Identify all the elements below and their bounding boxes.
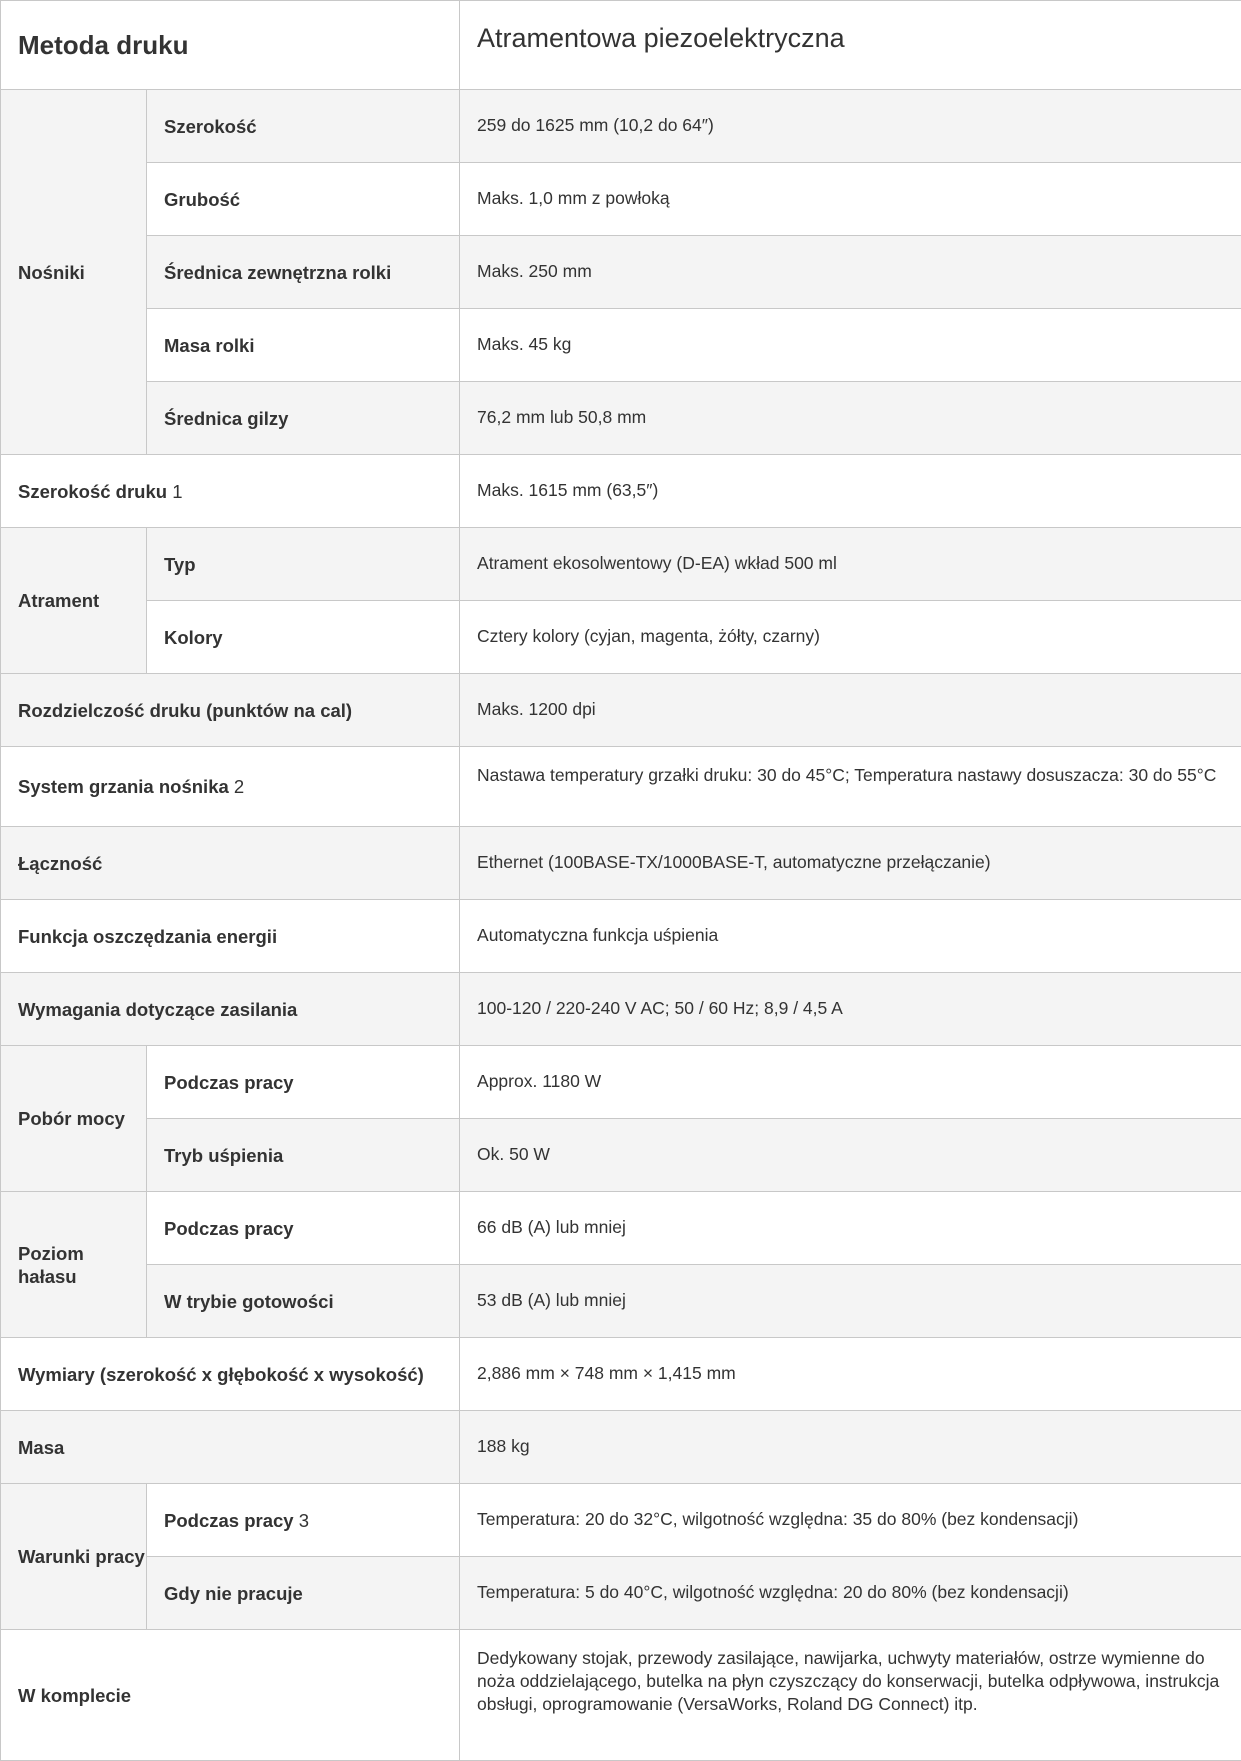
spec-label: Masa: [1, 1411, 460, 1484]
spec-label: [147, 1484, 460, 1557]
spec-value: 66 dB (A) lub mniej: [460, 1192, 1241, 1265]
spec-label: Typ: [147, 528, 460, 601]
spec-label-text: System grzania nośnika: [18, 776, 229, 797]
footnote-marker: 2: [234, 776, 244, 797]
spec-label: Podczas pracy: [147, 1192, 460, 1265]
spec-value: Ok. 50 W: [460, 1119, 1241, 1192]
spec-row-ink-colors: [1, 601, 1241, 674]
spec-row-environment-not-operating: [1, 1557, 1241, 1630]
spec-label: [1, 455, 460, 528]
spec-row-dimensions: [1, 1338, 1241, 1411]
spec-value: Approx. 1180 W: [460, 1046, 1241, 1119]
spec-label: Średnica zewnętrzna rolki: [147, 236, 460, 309]
spec-label: Gdy nie pracuje: [147, 1557, 460, 1630]
spec-row-connectivity: [1, 827, 1241, 900]
spec-group-label: Poziom hałasu: [1, 1192, 147, 1338]
spec-value: 76,2 mm lub 50,8 mm: [460, 382, 1241, 455]
spec-label-text: Podczas pracy: [164, 1510, 294, 1531]
spec-label: Szerokość: [147, 90, 460, 163]
spec-label: Średnica gilzy: [147, 382, 460, 455]
spec-value: Atrament ekosolwentowy (D-EA) wkład 500 ml: [460, 528, 1241, 601]
spec-value: Maks. 250 mm: [460, 236, 1241, 309]
footnote-marker: 3: [299, 1510, 309, 1531]
spec-row-media-width: [1, 90, 1241, 163]
spec-value: Nastawa temperatury grzałki druku: 30 do 45°C; Temperatura nastawy dosuszacza: 30 do 55°C: [460, 747, 1241, 827]
spec-row-heating-system: [1, 747, 1241, 827]
spec-value: Maks. 1615 mm (63,5″): [460, 455, 1241, 528]
spec-value: Maks. 1,0 mm z powłoką: [460, 163, 1241, 236]
spec-value: Automatyczna funkcja uśpienia: [460, 900, 1241, 973]
spec-row-power-saving: [1, 900, 1241, 973]
spec-row-ink-type: [1, 528, 1241, 601]
spec-row-resolution: [1, 674, 1241, 747]
spec-label: W komplecie: [1, 1630, 460, 1761]
spec-row-environment-operating: [1, 1484, 1241, 1557]
spec-row-roll-weight: [1, 309, 1241, 382]
spec-value: Maks. 1200 dpi: [460, 674, 1241, 747]
spec-value: Dedykowany stojak, przewody zasilające, nawijarka, uchwyty materiałów, ostrze wymienne do noża oddzielającego, butelka na płyn czyszczący do konserwacji, butelka odpływowa, instrukcja obsługi, oprogramowanie (VersaWorks, Roland DG Connect) itp.: [460, 1630, 1241, 1761]
spec-value: Cztery kolory (cyjan, magenta, żółty, czarny): [460, 601, 1241, 674]
spec-row-noise-operating: [1, 1192, 1241, 1265]
spec-group-label: Warunki pracy: [1, 1484, 147, 1630]
spec-label: Rozdzielczość druku (punktów na cal): [1, 674, 460, 747]
spec-row-noise-standby: [1, 1265, 1241, 1338]
spec-label: W trybie gotowości: [147, 1265, 460, 1338]
spec-row-power-consumption-sleep: [1, 1119, 1241, 1192]
spec-value: 259 do 1625 mm (10,2 do 64″): [460, 90, 1241, 163]
spec-row-core-diameter: [1, 382, 1241, 455]
spec-row-power-requirements: [1, 973, 1241, 1046]
spec-label-text: Szerokość druku: [18, 481, 167, 502]
spec-label: Wymagania dotyczące zasilania: [1, 973, 460, 1046]
spec-value: Atramentowa piezoelektryczna: [460, 1, 1241, 90]
spec-group-label: Pobór mocy: [1, 1046, 147, 1192]
spec-value: 53 dB (A) lub mniej: [460, 1265, 1241, 1338]
spec-value: Ethernet (100BASE-TX/1000BASE-T, automatyczne przełączanie): [460, 827, 1241, 900]
spec-label: Metoda druku: [1, 1, 460, 90]
spec-row-print-width: [1, 455, 1241, 528]
spec-value: 2,886 mm × 748 mm × 1,415 mm: [460, 1338, 1241, 1411]
footnote-marker: 1: [172, 481, 182, 502]
spec-row-included-items: [1, 1630, 1241, 1761]
spec-label: Wymiary (szerokość x głębokość x wysokość): [1, 1338, 460, 1411]
spec-group-label: Nośniki: [1, 90, 147, 455]
spec-value: Temperatura: 5 do 40°C, wilgotność względna: 20 do 80% (bez kondensacji): [460, 1557, 1241, 1630]
spec-row-media-thickness: [1, 163, 1241, 236]
spec-label: Funkcja oszczędzania energii: [1, 900, 460, 973]
spec-label: Podczas pracy: [147, 1046, 460, 1119]
spec-value: 188 kg: [460, 1411, 1241, 1484]
spec-row-weight: [1, 1411, 1241, 1484]
spec-value: Maks. 45 kg: [460, 309, 1241, 382]
spec-label: Grubość: [147, 163, 460, 236]
spec-value: 100-120 / 220-240 V AC; 50 / 60 Hz; 8,9 / 4,5 A: [460, 973, 1241, 1046]
spec-row-print-method: [1, 1, 1241, 90]
spec-group-label: Atrament: [1, 528, 147, 674]
spec-row-power-consumption-operating: [1, 1046, 1241, 1119]
spec-row-roll-diameter: [1, 236, 1241, 309]
spec-label: Tryb uśpienia: [147, 1119, 460, 1192]
spec-label: Masa rolki: [147, 309, 460, 382]
spec-label: [1, 747, 460, 827]
spec-value: Temperatura: 20 do 32°C, wilgotność względna: 35 do 80% (bez kondensacji): [460, 1484, 1241, 1557]
spec-label: Kolory: [147, 601, 460, 674]
spec-label: Łączność: [1, 827, 460, 900]
